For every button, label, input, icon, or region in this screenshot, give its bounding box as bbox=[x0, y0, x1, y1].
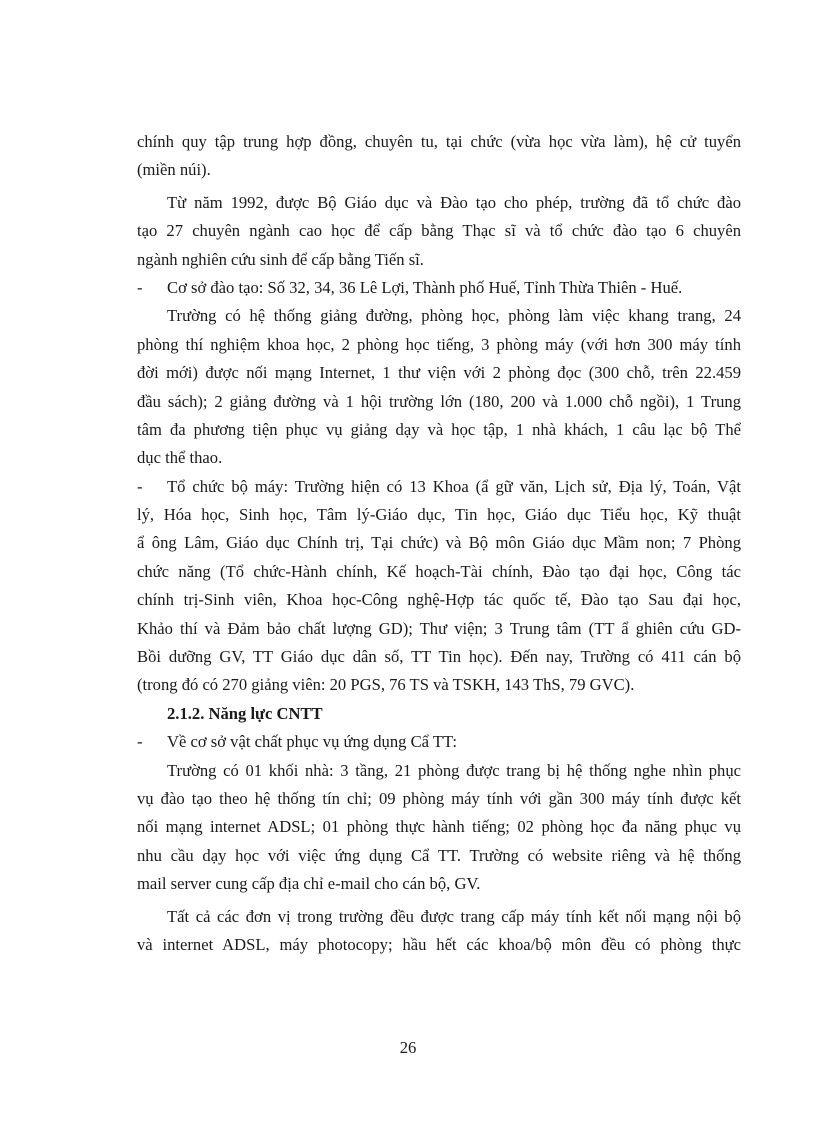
section-heading: 2.1.2. Năng lực CNTT bbox=[167, 703, 323, 723]
bullet-text: Tổ chức bộ máy: Trường hiện có 13 Khoa (ẩ gữ văn, Lịch sử, Địa lý, Toán, Vật bbox=[167, 476, 741, 496]
text-line: mail server cung cấp địa chỉ e-mail cho cán bộ, GV. bbox=[137, 874, 481, 894]
text-line: Bồi dưỡng GV, TT Giáo dục dân số, TT Tin học). Đến nay, Trường có 411 cán bộ bbox=[137, 647, 741, 667]
text-line: (miền núi). bbox=[137, 160, 211, 180]
text-line: tâm đa phương tiện phục vụ giảng dạy và học tập, 1 nhà khách, 1 câu lạc bộ Thể bbox=[137, 419, 741, 439]
text-line: ẩ ông Lâm, Giáo dục Chính trị, Tại chức) và Bộ môn Giáo dục Mầm non; 7 Phòng bbox=[137, 533, 741, 553]
dash-marker: - bbox=[137, 277, 143, 297]
paragraph-start: Từ năm 1992, được Bộ Giáo dục và Đào tạo cho phép, trường đã tổ chức đào bbox=[167, 192, 741, 212]
text-line: nhu cầu dạy học với việc ứng dụng Cẩ TT. Trường có website riêng và hệ thống bbox=[137, 845, 741, 865]
text-line: nối mạng internet ADSL; 01 phòng thực hành tiếng; 02 phòng học đa năng phục vụ bbox=[137, 817, 741, 837]
text-line: dục thể thao. bbox=[137, 448, 223, 468]
paragraph-start: Trường có 01 khối nhà: 3 tầng, 21 phòng được trang bị hệ thống nghe nhìn phục bbox=[167, 760, 741, 780]
text-line: Khảo thí và Đảm bảo chất lượng GD); Thư viện; 3 Trung tâm (TT ẩ ghiên cứu GD- bbox=[137, 618, 741, 638]
bullet-item bbox=[137, 473, 741, 501]
body-text bbox=[137, 128, 741, 959]
bullet-item bbox=[137, 274, 741, 302]
text-line: đời mới) được nối mạng Internet, 1 thư viện với 2 phòng đọc (300 chỗ, trên 22.459 bbox=[137, 363, 741, 383]
page-number: 26 bbox=[399, 1038, 417, 1057]
bullet-item bbox=[137, 728, 741, 756]
dash-marker: - bbox=[137, 732, 143, 752]
text-line: vụ đào tạo theo hệ thống tín chỉ; 09 phòng máy tính với gần 300 máy tính được kết bbox=[137, 788, 741, 808]
text-line: tạo 27 chuyên ngành cao học để cấp bằng Thạc sĩ và tổ chức đào tạo 6 chuyên bbox=[137, 221, 741, 241]
bullet-text: Cơ sở đào tạo: Số 32, 34, 36 Lê Lợi, Thành phố Huế, Tỉnh Thừa Thiên - Huế. bbox=[167, 277, 683, 297]
text-line: (trong đó có 270 giảng viên: 20 PGS, 76 TS và TSKH, 143 ThS, 79 GVC). bbox=[137, 675, 635, 695]
text-line: đầu sách); 2 giảng đường và 1 hội trường lớn (180, 200 và 1.000 chỗ ngồi), 1 Trung bbox=[137, 391, 741, 411]
text-line: ngành nghiên cứu sinh để cấp bằng Tiến sĩ. bbox=[137, 249, 424, 269]
text-line: lý, Hóa học, Sinh học, Tâm lý-Giáo dục, Tin học, Giáo dục Tiểu học, Kỹ thuật bbox=[137, 505, 741, 525]
text-line: và internet ADSL, máy photocopy; hầu hết các khoa/bộ môn đều có phòng thực bbox=[137, 934, 741, 954]
dash-marker: - bbox=[137, 476, 143, 496]
bullet-text: Về cơ sở vật chất phục vụ ứng dụng Cẩ TT: bbox=[167, 732, 457, 752]
text-line: chức năng (Tổ chức-Hành chính, Kế hoạch-Tài chính, Đào tạo đại học, Công tác bbox=[137, 561, 741, 581]
text-line: chính trị-Sinh viên, Khoa học-Công nghệ-Hợp tác quốc tế, Đào tạo Sau đại học, bbox=[137, 590, 741, 610]
paragraph-start: Tất cả các đơn vị trong trường đều được trang cấp máy tính kết nối mạng nội bộ bbox=[167, 906, 741, 926]
text-line: phòng thí nghiệm khoa học, 2 phòng học tiếng, 3 phòng máy (với hơn 300 máy tính bbox=[137, 334, 741, 354]
paragraph-start: Trường có hệ thống giảng đường, phòng học, phòng làm việc khang trang, 24 bbox=[167, 306, 741, 326]
text-line: chính quy tập trung hợp đồng, chuyên tu, tại chức (vừa học vừa làm), hệ cử tuyển bbox=[137, 132, 741, 151]
